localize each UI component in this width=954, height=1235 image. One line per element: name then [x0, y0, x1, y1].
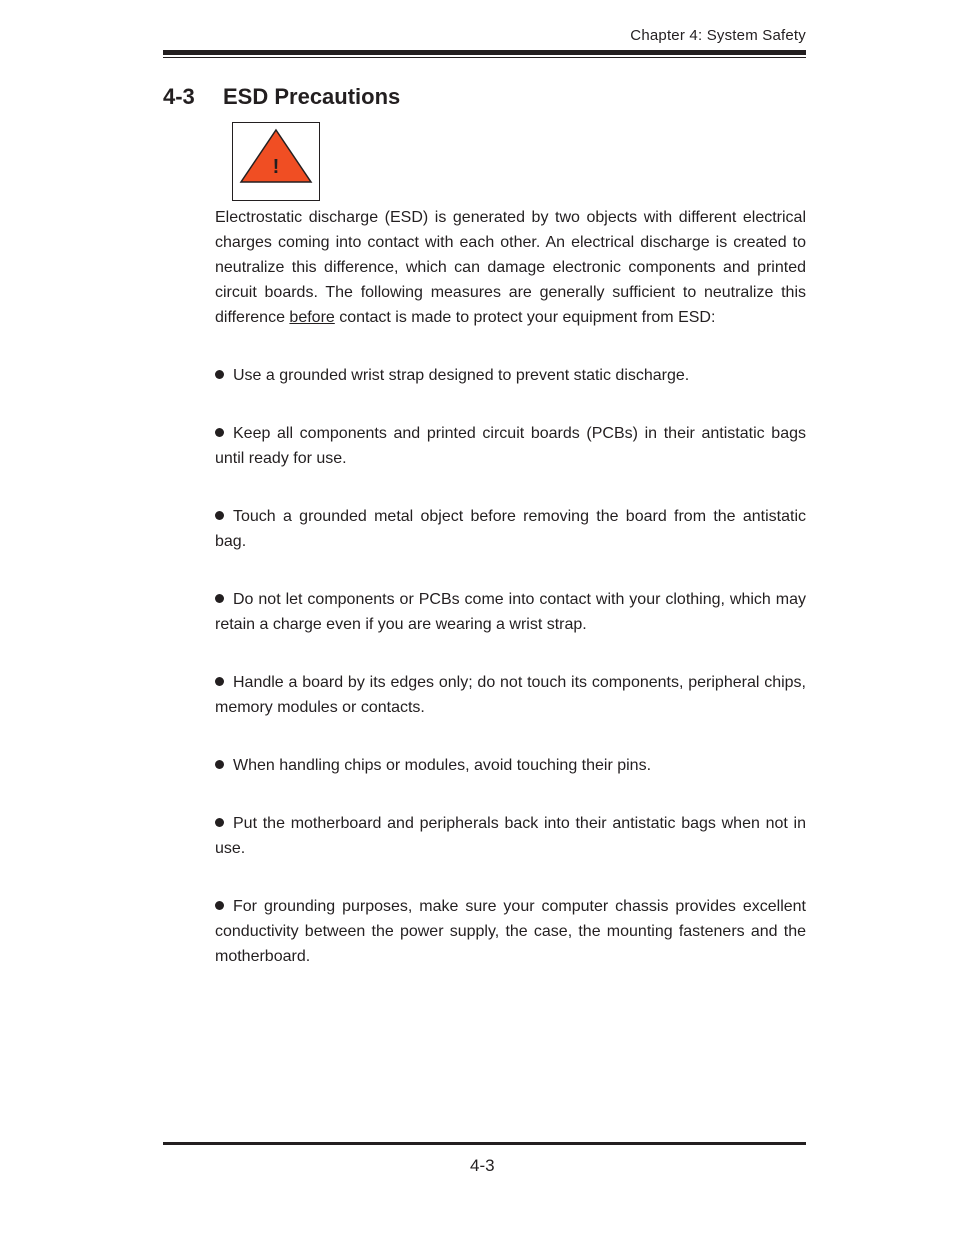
- bullet-icon: [215, 594, 224, 603]
- bullet-text: Use a grounded wrist strap designed to prevent static discharge.: [233, 367, 690, 384]
- intro-text-2: contact is made to protect your equipment from ESD:: [334, 309, 716, 326]
- bullet-icon: [215, 677, 224, 686]
- bullet-item: [215, 504, 806, 554]
- section-number: 4-3: [163, 84, 195, 109]
- intro-underlined: before: [289, 309, 335, 326]
- bullet-text: Keep all components and printed circuit boards (PCBs) in their antistatic bags until ready for use.: [215, 425, 806, 467]
- bullet-text: Do not let components or PCBs come into contact with your clothing, which may retain a charge even if you are wearing a wrist strap.: [215, 591, 806, 633]
- bullet-item: [215, 587, 806, 637]
- bullet-text: Touch a grounded metal object before removing the board from the antistatic bag.: [215, 508, 806, 550]
- header-rule-thick: [163, 50, 806, 55]
- bullet-icon: [215, 760, 224, 769]
- bullet-item: [215, 811, 806, 861]
- section-heading: [163, 84, 400, 110]
- intro-paragraph: [215, 205, 806, 330]
- footer-rule: [163, 1142, 806, 1145]
- bullet-icon: [215, 901, 224, 910]
- bullet-item: [215, 894, 806, 969]
- bullet-text: For grounding purposes, make sure your computer chassis provides excellent conductivity between the power supply, the case, the mounting fasteners and the motherboard.: [215, 898, 806, 965]
- intro-text-1: Electrostatic discharge (ESD) is generated by two objects with different electrical charges coming into contact with each other. An electrical discharge is created to neutralize this difference, which can damage electronic components and printed circuit boards. The following measures are generally sufficient to neutralize this difference: [215, 209, 806, 326]
- bullet-icon: [215, 511, 224, 520]
- warning-triangle-icon: [233, 123, 319, 200]
- page-number: 4-3: [470, 1156, 495, 1175]
- bullet-item: [215, 421, 806, 471]
- section-title: ESD Precautions: [223, 84, 401, 109]
- bullet-icon: [215, 370, 224, 379]
- bullet-text: Put the motherboard and peripherals back into their antistatic bags when not in use.: [215, 815, 806, 857]
- bullet-icon: [215, 818, 224, 827]
- bullet-item: [215, 753, 806, 778]
- bullet-item: [215, 363, 806, 388]
- bullet-text: Handle a board by its edges only; do not touch its components, peripheral chips, memory modules or contacts.: [215, 674, 806, 716]
- bullet-text: When handling chips or modules, avoid touching their pins.: [233, 757, 652, 774]
- header-rule-thin: [163, 57, 806, 58]
- bullet-item: [215, 670, 806, 720]
- body-content: [215, 205, 806, 1002]
- chapter-header: Chapter 4: System Safety: [630, 27, 806, 44]
- warning-symbol: !: [272, 156, 280, 178]
- warning-box: [232, 122, 320, 201]
- bullet-icon: [215, 428, 224, 437]
